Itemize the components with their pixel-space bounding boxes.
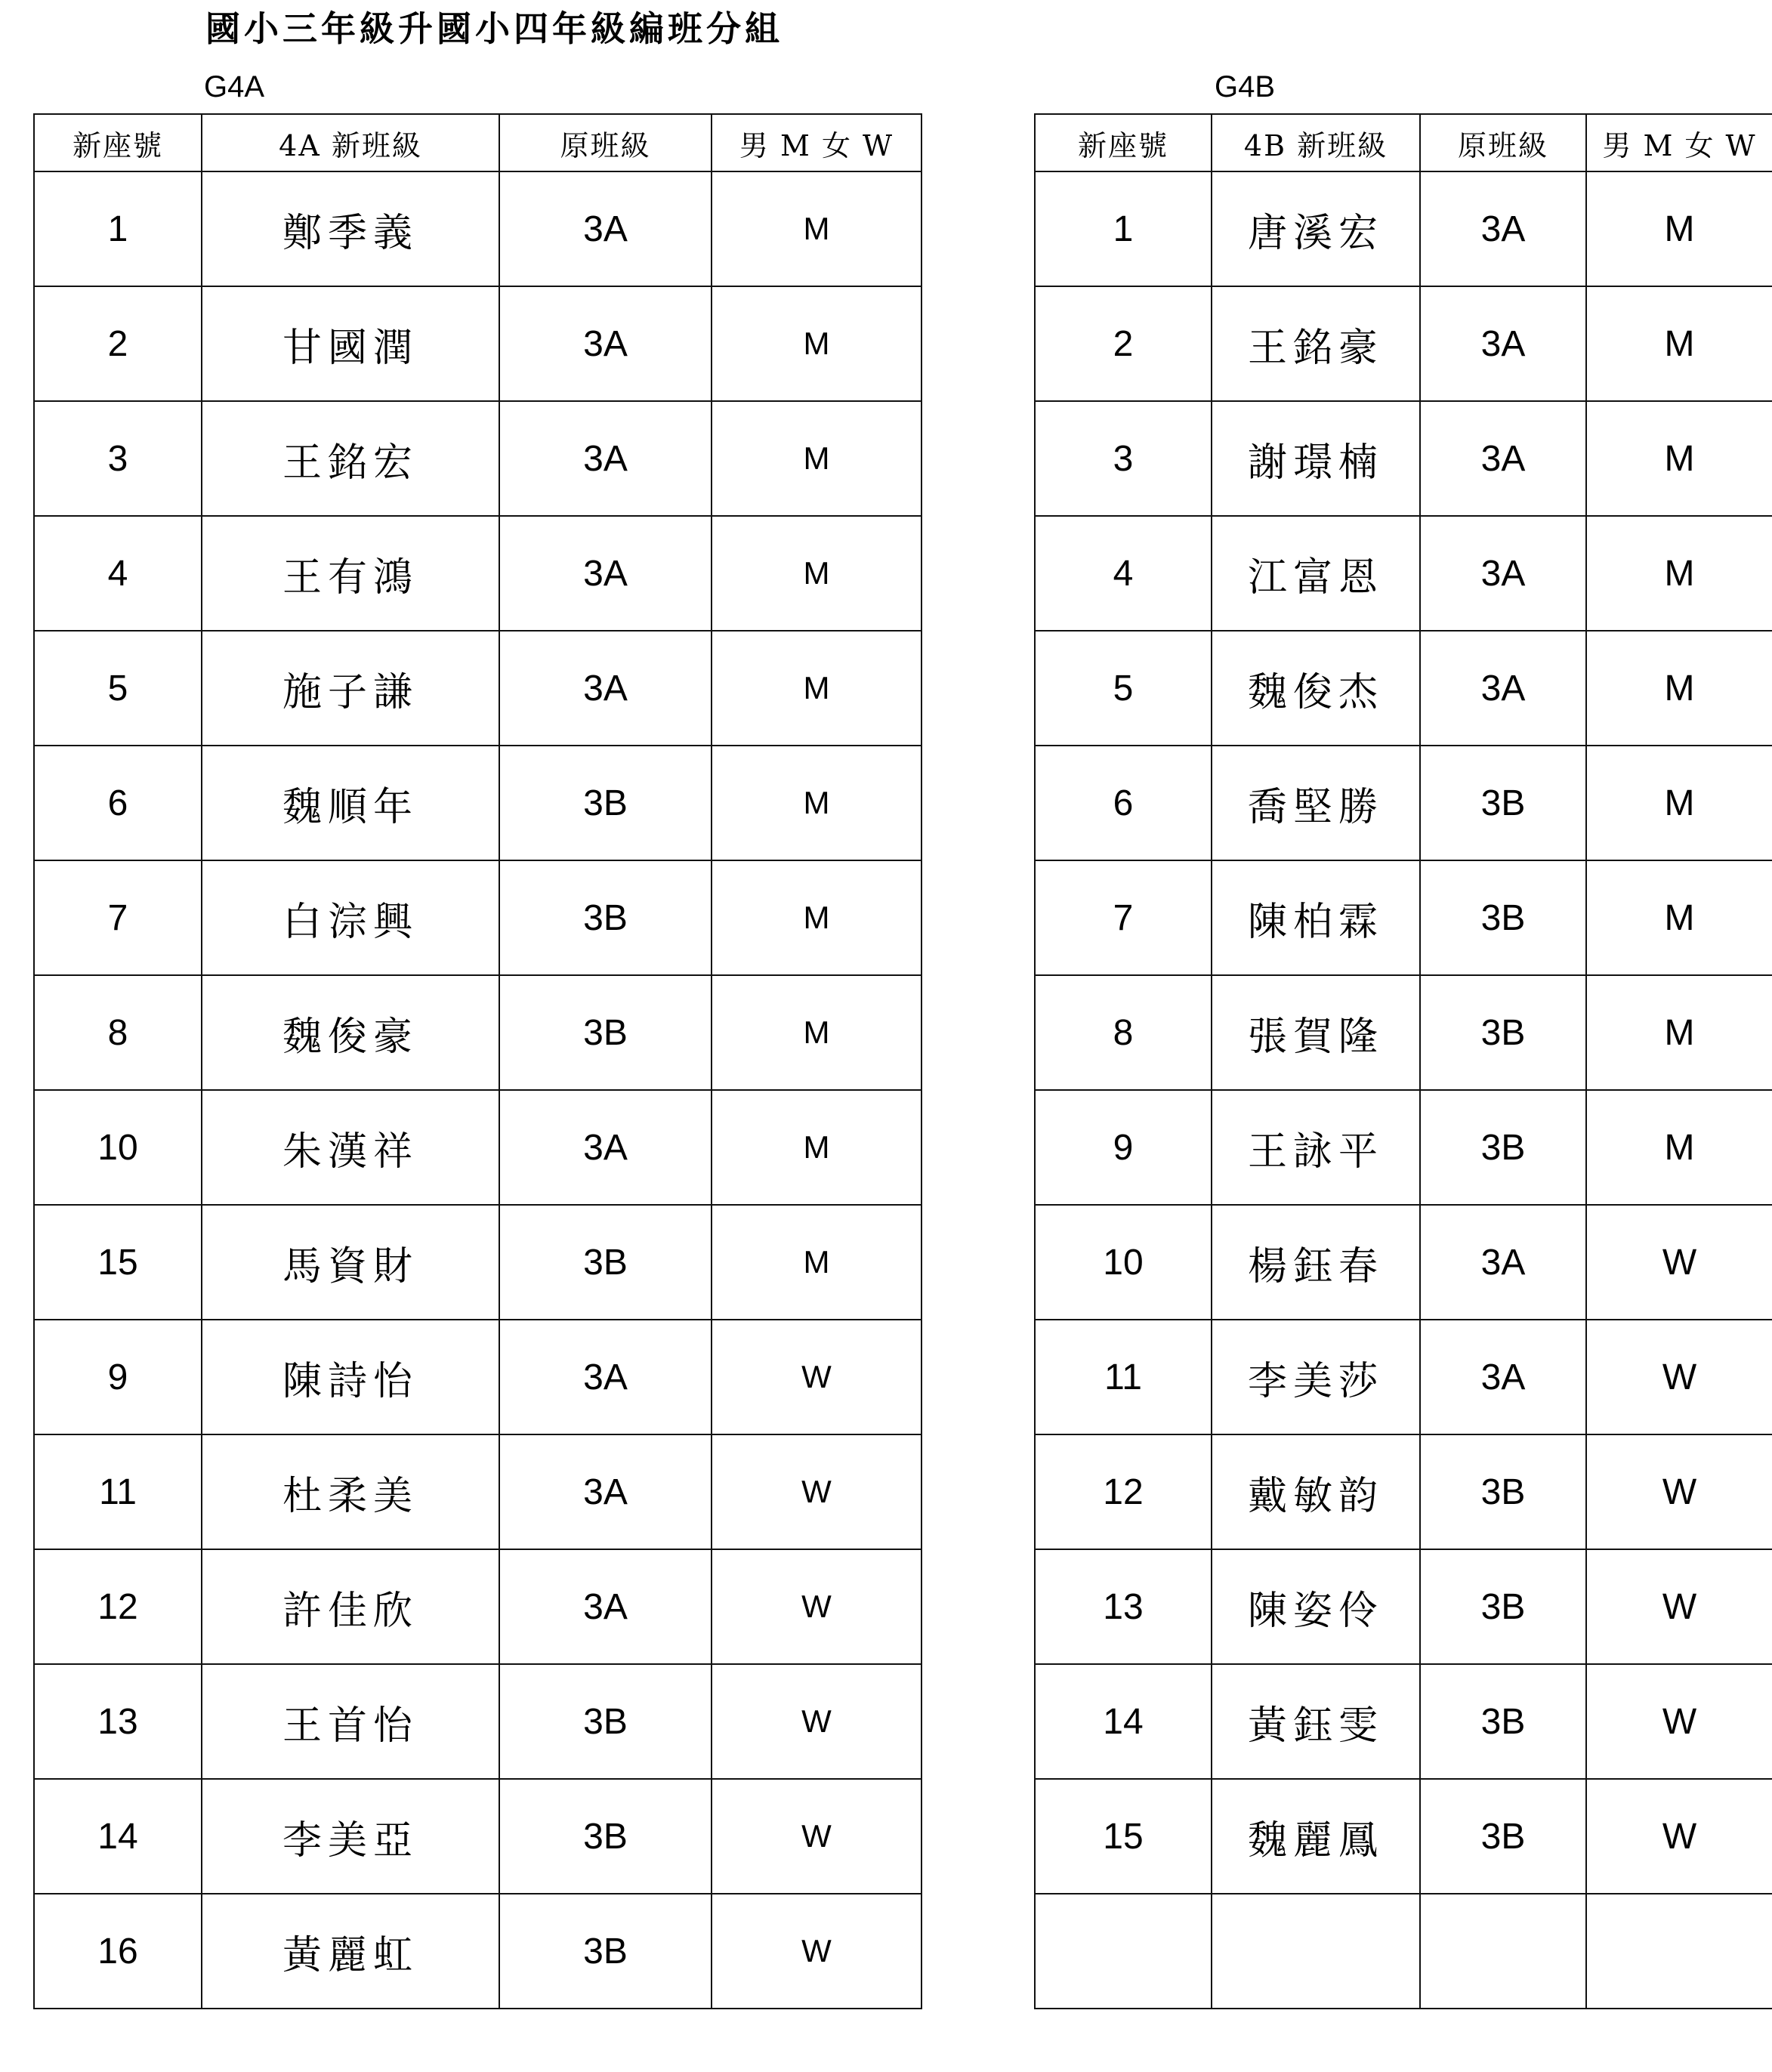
table-row (34, 1090, 922, 1205)
gender-cell: M (712, 975, 922, 1090)
student-name: 許佳欣 (202, 1549, 499, 1664)
seat-cell: 13 (34, 1664, 202, 1779)
seat-cell: 16 (34, 1894, 202, 2009)
gender-cell: M (1586, 401, 1772, 516)
gender-cell: M (1586, 860, 1772, 975)
header-original-class: 原班級 (1420, 114, 1586, 171)
original-class-cell (1420, 1894, 1586, 2009)
gender-cell: M (712, 516, 922, 631)
student-name (1212, 1894, 1420, 2009)
table-row (34, 1434, 922, 1549)
gender-cell: W (1586, 1664, 1772, 1779)
student-name: 施子謙 (202, 631, 499, 746)
roster-table-g4b (1034, 113, 1772, 2009)
header-gender: 男 M 女 W (712, 114, 922, 171)
gender-cell: M (712, 286, 922, 401)
seat-cell: 6 (1035, 746, 1212, 860)
student-name: 王首怡 (202, 1664, 499, 1779)
student-name: 魏順年 (202, 746, 499, 860)
student-name: 李美亞 (202, 1779, 499, 1894)
table-body (1035, 171, 1772, 2009)
original-class-cell: 3B (1420, 1090, 1586, 1205)
table-row (1035, 1205, 1772, 1320)
seat-cell: 14 (34, 1779, 202, 1894)
table-row (1035, 1320, 1772, 1434)
student-name: 甘國潤 (202, 286, 499, 401)
student-name: 杜柔美 (202, 1434, 499, 1549)
original-class-cell: 3B (1420, 1434, 1586, 1549)
gender-cell: M (1586, 1090, 1772, 1205)
table-row (34, 1320, 922, 1434)
student-name: 張賀隆 (1212, 975, 1420, 1090)
gender-cell: W (712, 1320, 922, 1434)
seat-cell: 12 (34, 1549, 202, 1664)
student-name: 戴敏韵 (1212, 1434, 1420, 1549)
seat-cell: 2 (34, 286, 202, 401)
table-row (34, 171, 922, 286)
seat-cell: 10 (34, 1090, 202, 1205)
student-name: 白淙興 (202, 860, 499, 975)
table-header-row (34, 114, 922, 171)
original-class-cell: 3B (499, 1664, 712, 1779)
gender-cell: M (712, 1205, 922, 1320)
student-name: 王詠平 (1212, 1090, 1420, 1205)
seat-cell: 15 (1035, 1779, 1212, 1894)
seat-cell: 11 (1035, 1320, 1212, 1434)
header-seat: 新座號 (1035, 114, 1212, 171)
roster-table-g4a (33, 113, 922, 2009)
page-title: 國小三年級升國小四年級編班分組 (205, 8, 783, 49)
student-name: 魏俊豪 (202, 975, 499, 1090)
student-name: 陳柏霖 (1212, 860, 1420, 975)
original-class-cell: 3A (499, 286, 712, 401)
gender-cell: M (712, 401, 922, 516)
gender-cell: W (712, 1664, 922, 1779)
table-row (34, 516, 922, 631)
original-class-cell: 3A (1420, 516, 1586, 631)
table-row (34, 401, 922, 516)
gender-cell: M (1586, 516, 1772, 631)
gender-cell: M (712, 631, 922, 746)
table-row (1035, 631, 1772, 746)
student-name: 黃麗虹 (202, 1894, 499, 2009)
table-row (1035, 860, 1772, 975)
original-class-cell: 3B (1420, 1664, 1586, 1779)
original-class-cell: 3A (1420, 401, 1586, 516)
table-row (34, 1894, 922, 2009)
header-original-class: 原班級 (499, 114, 712, 171)
original-class-cell: 3B (1420, 746, 1586, 860)
seat-cell: 6 (34, 746, 202, 860)
gender-cell: M (1586, 286, 1772, 401)
gender-cell: M (1586, 631, 1772, 746)
student-name: 謝璟楠 (1212, 401, 1420, 516)
student-name: 陳姿伶 (1212, 1549, 1420, 1664)
table-row (34, 1779, 922, 1894)
table-row (34, 631, 922, 746)
student-name: 黃鈺雯 (1212, 1664, 1420, 1779)
table-row (34, 1549, 922, 1664)
table-row (1035, 1894, 1772, 2009)
header-seat: 新座號 (34, 114, 202, 171)
student-name: 喬堅勝 (1212, 746, 1420, 860)
table-row (1035, 975, 1772, 1090)
gender-cell: W (712, 1894, 922, 2009)
gender-cell: M (1586, 171, 1772, 286)
seat-cell (1035, 1894, 1212, 2009)
student-name: 陳詩怡 (202, 1320, 499, 1434)
table-row (1035, 1779, 1772, 1894)
original-class-cell: 3A (499, 401, 712, 516)
seat-cell: 5 (34, 631, 202, 746)
student-name: 楊鈺春 (1212, 1205, 1420, 1320)
student-name: 唐溪宏 (1212, 171, 1420, 286)
header-gender: 男 M 女 W (1586, 114, 1772, 171)
seat-cell: 14 (1035, 1664, 1212, 1779)
original-class-cell: 3A (499, 631, 712, 746)
seat-cell: 5 (1035, 631, 1212, 746)
table-row (34, 1205, 922, 1320)
student-name: 王有鴻 (202, 516, 499, 631)
table-row (1035, 171, 1772, 286)
seat-cell: 10 (1035, 1205, 1212, 1320)
original-class-cell: 3B (1420, 860, 1586, 975)
header-new-class: 4B 新班級 (1212, 114, 1420, 171)
table-row (1035, 516, 1772, 631)
original-class-cell: 3A (1420, 1320, 1586, 1434)
gender-cell: M (1586, 975, 1772, 1090)
gender-cell (1586, 1894, 1772, 2009)
table-row (1035, 1549, 1772, 1664)
seat-cell: 12 (1035, 1434, 1212, 1549)
table-row (1035, 401, 1772, 516)
original-class-cell: 3A (499, 1434, 712, 1549)
gender-cell: W (712, 1434, 922, 1549)
original-class-cell: 3A (499, 1090, 712, 1205)
original-class-cell: 3A (1420, 631, 1586, 746)
table-row (1035, 1090, 1772, 1205)
seat-cell: 4 (34, 516, 202, 631)
gender-cell: W (1586, 1549, 1772, 1664)
header-new-class: 4A 新班級 (202, 114, 499, 171)
original-class-cell: 3B (499, 1779, 712, 1894)
table-row (1035, 746, 1772, 860)
table-row (34, 975, 922, 1090)
seat-cell: 9 (1035, 1090, 1212, 1205)
gender-cell: W (712, 1549, 922, 1664)
seat-cell: 13 (1035, 1549, 1212, 1664)
gender-cell: W (1586, 1779, 1772, 1894)
seat-cell: 1 (34, 171, 202, 286)
original-class-cell: 3B (499, 1205, 712, 1320)
original-class-cell: 3A (499, 516, 712, 631)
group-label-g4b: G4B (1215, 70, 1276, 103)
seat-cell: 15 (34, 1205, 202, 1320)
original-class-cell: 3A (1420, 286, 1586, 401)
seat-cell: 7 (34, 860, 202, 975)
gender-cell: M (712, 860, 922, 975)
gender-cell: W (1586, 1320, 1772, 1434)
table-row (34, 1664, 922, 1779)
table-row (1035, 1664, 1772, 1779)
gender-cell: W (1586, 1205, 1772, 1320)
seat-cell: 9 (34, 1320, 202, 1434)
original-class-cell: 3B (1420, 1549, 1586, 1664)
table-row (1035, 286, 1772, 401)
student-name: 魏麗鳳 (1212, 1779, 1420, 1894)
student-name: 王銘豪 (1212, 286, 1420, 401)
gender-cell: W (1586, 1434, 1772, 1549)
table-row (1035, 1434, 1772, 1549)
seat-cell: 11 (34, 1434, 202, 1549)
seat-cell: 8 (34, 975, 202, 1090)
student-name: 朱漢祥 (202, 1090, 499, 1205)
student-name: 馬資財 (202, 1205, 499, 1320)
gender-cell: M (712, 746, 922, 860)
seat-cell: 3 (34, 401, 202, 516)
original-class-cell: 3B (1420, 1779, 1586, 1894)
original-class-cell: 3B (499, 746, 712, 860)
original-class-cell: 3A (499, 1549, 712, 1664)
seat-cell: 8 (1035, 975, 1212, 1090)
original-class-cell: 3A (1420, 1205, 1586, 1320)
student-name: 江富恩 (1212, 516, 1420, 631)
table-row (34, 746, 922, 860)
gender-cell: M (712, 1090, 922, 1205)
gender-cell: M (1586, 746, 1772, 860)
table-row (34, 286, 922, 401)
original-class-cell: 3A (499, 1320, 712, 1434)
seat-cell: 2 (1035, 286, 1212, 401)
original-class-cell: 3A (499, 171, 712, 286)
student-name: 王銘宏 (202, 401, 499, 516)
group-label-g4a: G4A (204, 70, 265, 103)
student-name: 鄭季義 (202, 171, 499, 286)
table-header-row (1035, 114, 1772, 171)
seat-cell: 1 (1035, 171, 1212, 286)
table-body (34, 171, 922, 2009)
gender-cell: M (712, 171, 922, 286)
original-class-cell: 3B (1420, 975, 1586, 1090)
student-name: 魏俊杰 (1212, 631, 1420, 746)
seat-cell: 3 (1035, 401, 1212, 516)
original-class-cell: 3A (1420, 171, 1586, 286)
original-class-cell: 3B (499, 975, 712, 1090)
gender-cell: W (712, 1779, 922, 1894)
original-class-cell: 3B (499, 1894, 712, 2009)
seat-cell: 4 (1035, 516, 1212, 631)
original-class-cell: 3B (499, 860, 712, 975)
seat-cell: 7 (1035, 860, 1212, 975)
student-name: 李美莎 (1212, 1320, 1420, 1434)
table-row (34, 860, 922, 975)
